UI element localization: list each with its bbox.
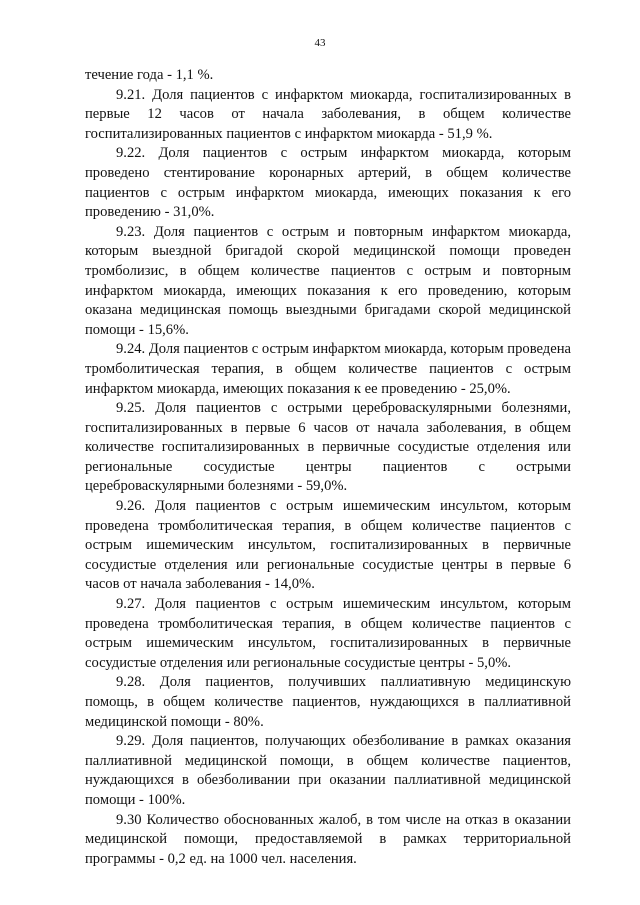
page-number: 43 (314, 37, 326, 49)
paragraph-9-26: 9.26. Доля пациентов с острым ишемическим инсультом, которым проведена тромболитическая терапия, в общем количестве пациентов с острым ишемическим инсультом, госпитализированных в первичные сосудистые отделения или региональные сосудистые центры в первые 6 часов от начала заболевания - 14,0%. (85, 498, 571, 593)
paragraph-9-21: 9.21. Доля пациентов с инфарктом миокарда, госпитализированных в первые 12 часов от начала заболевания, в общем количестве госпитализированных пациентов с инфарктом миокарда - 51,9 %. (85, 86, 571, 142)
paragraph-9-29: 9.29. Доля пациентов, получающих обезболивание в рамках оказания паллиативной медицинской помощи, в общем количестве пациентов, нуждающихся в обезболивании при оказании паллиативной медицинской помощи - 100%. (85, 733, 571, 808)
paragraph-9-24: 9.24. Доля пациентов с острым инфарктом миокарда, которым проведена тромболитическая терапия, в общем количестве пациентов с острым инфарктом миокарда, имеющих показания к ее проведению - 25,0%. (85, 341, 571, 397)
paragraph-continuation: течение года - 1,1 %. (85, 67, 214, 83)
paragraph-9-27: 9.27. Доля пациентов с острым ишемическим инсультом, которым проведена тромболитическая терапия, в общем количестве пациентов с острым ишемическим инсультом, госпитализированных в первичные сосудистые отделения или региональные сосудистые центры - 5,0%. (85, 596, 571, 671)
paragraph-9-22: 9.22. Доля пациентов с острым инфарктом миокарда, которым проведено стентирование коронарных артерий, в общем количестве пациентов с острым инфарктом миокарда, имеющих показания к его проведению - 31,0%. (85, 145, 571, 221)
paragraph-9-28: 9.28. Доля пациентов, получивших паллиативную медицинскую помощь, в общем количестве пациентов, нуждающихся в паллиативной медицинской помощи - 80%. (85, 674, 571, 730)
paragraph-9-25: 9.25. Доля пациентов с острыми цереброваскулярными болезнями, госпитализированных в первые 6 часов от начала заболевания, в общем количестве госпитализированных в первичные сосудистые отделения или региональные сосудистые центры пациентов с острыми цереброваскулярными болезнями - 59,0%. (85, 400, 571, 495)
page-body (85, 66, 571, 869)
paragraph-9-23: 9.23. Доля пациентов с острым и повторным инфарктом миокарда, которым выездной бригадой скорой медицинской помощи проведен тромболизис, в общем количестве пациентов с острым и повторным инфарктом миокарда, имеющих показания к его проведению, которым оказана медицинская помощь выездными бригадами скорой медицинской помощи - 15,6%. (85, 223, 571, 338)
paragraph-9-30: 9.30 Количество обоснованных жалоб, в том числе на отказ в оказании медицинской помощи, предоставляемой в рамках территориальной программы - 0,2 ед. на 1000 чел. населения. (85, 811, 571, 867)
